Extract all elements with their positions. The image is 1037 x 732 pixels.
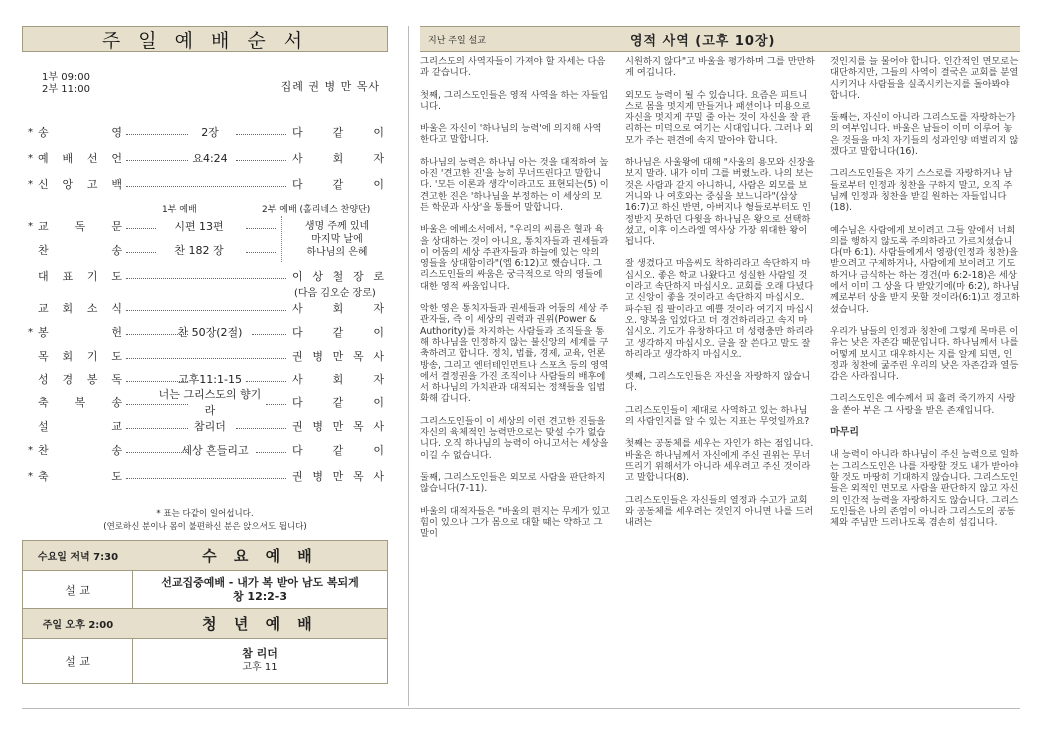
order-leader: 사 회 자	[292, 373, 384, 386]
sermon-paragraph: 시원하지 않다"고 바울을 평가하며 그를 만만하게 여깁니다.	[625, 56, 815, 79]
sermon-paragraph: 그리스도인은 예수께서 피 흘려 죽기까지 사랑을 쏟아 부은 그 사랑을 받은 존재입니다.	[830, 393, 1016, 416]
sermon-paragraph: 외모도 능력이 될 수 있습니다. 요즘은 피트니스로 몸을 멋지게 만들거나 패션이나 미용으로 자신을 멋지게 꾸밀 줄 아는 것이 자신을 잘 관리하는 미덕으로 여기는 시대입니다. 그러나 외모가 주는 편견에 속지 말아야 합니다.	[625, 89, 814, 146]
sermon-paragraph: 바울은 에베소서에서, "우리의 씨름은 혈과 육을 상대하는 것이 아니요, 통치자들과 권세들과 이 어둠의 세상 주관자들과 하늘에 있는 악의 영들을 상대함이라"(엡 6:12)고 했습니다. 그리스도인들의 싸움은 궁극적으로 악의 영들에 대한 영적 싸움입니다.	[420, 224, 609, 292]
order-label: 축 도	[38, 470, 122, 483]
part1-heading: 1부 예배	[162, 205, 197, 215]
wednesday-sermon-label: 설 교	[23, 571, 133, 608]
leader-dots	[246, 381, 286, 382]
sermon-paragraph: 하나님은 사울왕에 대해 "사울의 용모와 신장을 보지 말라. 내가 이미 그를 버렸노라. 나의 보는 것은 사람과 같지 아니하니, 사람은 외모를 보거니와 나 여호와는 중심을 보느니라"(삼상 16:7)고 하신 반면, 아버지나 형들로부터도 인정받지 못하던 다윗을 하나님은 왕으로 선택하셨고, 이후 이스라엘 역사상 가장 위대한 왕이 됩니다.	[625, 157, 815, 248]
youth-title: 청 년 예 배	[202, 615, 318, 633]
order-label: 교 독 문	[38, 220, 122, 233]
sermon-paragraph: 둘째, 그리스도인들은 외모로 사람을 판단하지 않습니다(7-11).	[420, 471, 606, 495]
sermon-paragraph: 우리가 남들의 인정과 칭찬에 그렇게 목마른 이유는 낮은 자존감 때문입니다. 하나님께서 나를 어떻게 보시고 대우하시는 지를 알게 되면, 인정과 칭찬에 굶주린 우리의 낮은 자존감과 열등감은 사라집니다.	[830, 325, 1019, 383]
order-item	[22, 346, 388, 366]
sermon-paragraph: 바울의 대적자들은 "바울의 편지는 무게가 있고 힘이 있으나 그가 몸으로 대할 때는 약하고 그 말이	[420, 505, 610, 540]
order-label: 신 앙 고 백	[38, 178, 122, 191]
sermon-paragraph: 그리스도인들은 자신들의 열정과 수고가 교회와 공동체를 세우려는 것인지 아니면 나를 드러내려는	[625, 494, 814, 529]
note-line: (연로하신 분이나 몸이 불편하신 분은 앉으셔도 됩니다)	[103, 522, 307, 532]
worship-title: 주 일 예 배 순 서	[22, 26, 388, 52]
sermon-paragraph: 둘째는, 자신이 아니라 그리스도를 자랑하는가의 여부입니다. 바울은 남들이 이미 이루어 놓은 것들을 마치 자기들의 성과인양 떠벌리지 않겠다고 말합니다(16).	[830, 112, 1019, 158]
leader-dots	[126, 358, 286, 359]
leader-dots	[126, 310, 286, 311]
order-detail: 찬 182 장	[174, 244, 224, 257]
wednesday-time: 수요일 저녁 7:30	[37, 552, 119, 563]
leader-dots	[126, 278, 286, 279]
sermon-column-3	[830, 56, 1020, 550]
order-label: 설 교	[38, 420, 122, 433]
sermon-header	[420, 26, 1020, 52]
sermon-paragraph: 그리스도인들은 자기 스스로를 자랑하거나 남들로부터 인정과 칭찬을 구하지 말고, 오직 주님께 인정과 칭찬을 받길 원하는 자들입니다(18).	[830, 168, 1013, 214]
column-divider	[408, 26, 409, 706]
youth-sermon-row	[23, 639, 387, 683]
leader-dots	[126, 160, 188, 161]
wednesday-header	[23, 541, 387, 571]
other-services	[22, 540, 388, 684]
order-label: 목 회 기 도	[38, 350, 122, 363]
youth-sermon-label: 설 교	[23, 639, 133, 683]
presider: 집례 권 병 만 목사	[280, 80, 380, 93]
anthem-list	[287, 220, 387, 259]
sermon-paragraph: 것인지를 늘 물어야 합니다. 인간적인 면모로는 대단하지만, 그들의 사역이 결국은 교회를 분열시키거나 사람들을 실족시키는지를 돌아봐야 합니다.	[830, 56, 1019, 101]
order-leader: 다 같 이	[292, 326, 384, 339]
wednesday-title: 수 요 예 배	[202, 547, 318, 565]
standing-mark: *	[28, 326, 33, 338]
sermon-paragraph: 하나님의 능력은 하나님 아는 것을 대적하여 높아진 '견고한 진'을 능히 무너뜨린다고 말합니다. '모든 이론과 생각'이라고도 표현되는(5) 이 견고한 진은 '하나님을 부정하는 이 세상의 모든 학문과 사상'을 통틀어 말합니다.	[420, 156, 609, 213]
sermon-columns	[420, 56, 1020, 550]
anthem-item: 생명 주께 있네	[304, 221, 370, 232]
leader-dots	[246, 252, 276, 253]
wednesday-sermon-title	[133, 576, 387, 604]
sermon-paragraph: 바울은 자신이 '하나님의 능력'에 의지해 사역한다고 말합니다.	[420, 123, 602, 146]
order-leader: 다 같 이	[292, 396, 384, 409]
order-label: 찬 송	[38, 444, 122, 457]
order-detail: 고후11:1-15	[178, 373, 242, 386]
order-item	[22, 148, 388, 168]
sermon-paragraph: 첫째는 공동체를 세우는 자인가 하는 점입니다. 바울은 하나님께서 자신에게 주신 권위는 무너뜨리기 위해서가 아니라 세우려고 주신 것이라고 말합니다(8).	[625, 438, 814, 484]
sermon-paragraph: 그리스도의 사역자들이 가져야 할 자세는 다음과 같습니다.	[420, 56, 606, 79]
part2-heading: 2부 예배 (홀리네스 찬양단)	[262, 205, 371, 215]
leader-dots	[126, 228, 156, 229]
leader-dots	[126, 428, 188, 429]
order-label: 교 회 소 식	[38, 302, 122, 315]
order-label: 찬 송	[38, 244, 122, 257]
order-leader: 다 같 이	[292, 126, 384, 139]
split-divider	[281, 216, 282, 262]
order-item	[22, 466, 388, 486]
standing-mark: *	[28, 470, 33, 482]
order-label: 성 경 봉 독	[38, 373, 122, 386]
standing-mark: *	[28, 220, 33, 232]
standing-mark: *	[28, 178, 33, 190]
sermon-paragraph: 그리스도인들이 제대로 사역하고 있는 하나님의 사람인지를 알 수 있는 지표는 무엇일까요?	[625, 404, 810, 428]
sermon-paragraph: 첫째, 그리스도인들은 영적 사역을 하는 자들입니다.	[420, 89, 609, 112]
anthem-item: 하나님의 은혜	[306, 247, 368, 258]
order-detail: 세상 흔들리고	[181, 444, 249, 457]
order-detail: 찬 50장(2절)	[177, 326, 243, 339]
order-item	[22, 122, 388, 142]
leader-dots	[126, 186, 286, 187]
leader-dots	[256, 452, 286, 453]
youth-time: 주일 오후 2:00	[42, 620, 114, 631]
leader-dots	[252, 334, 286, 335]
order-leader: 다 같 이	[292, 178, 384, 191]
order-leader-next: (다음 김오순 장로)	[294, 288, 376, 299]
leader-dots	[236, 160, 286, 161]
order-leader: 다 같 이	[292, 444, 384, 457]
order-leader: 권 병 만 목 사	[292, 420, 384, 433]
sermon-subheading: 마무리	[830, 427, 859, 439]
service-time-2: 2부 11:00	[42, 84, 91, 95]
sermon-paragraph: 예수님은 사람에게 보이려고 그들 앞에서 너희 의를 행하지 않도록 주의하라고 가르치셨습니다(마 6:1). 사람들에게서 영광(인정과 칭찬)을 받으려고 구제하거나, 사람에게 보이려고 기도하거나 금식하는 하는 경건(마 6:2-18)은 세상에서 이미 그 상을 다 받았기에(마 6:2), 하나님께로부터 상을 받지 못할 것이라(6:1)고 경고하셨습니다.	[830, 224, 1020, 315]
leader-dots	[246, 228, 276, 229]
order-detail: 2장	[201, 126, 219, 139]
leader-dots	[126, 478, 286, 479]
sermon-tag: 지난 주일 설교	[428, 35, 486, 46]
wednesday-sermon-row	[23, 571, 387, 609]
youth-sermon-title	[133, 647, 387, 675]
sermon-paragraph: 그리스도인들이 이 세상의 이런 견고한 진들을 자신의 육체적인 능력만으로는 맞설 수가 없습니다. 오직 하나님의 능력이 아니고서는 세상을 이길 수 없습니다.	[420, 415, 609, 461]
order-leader: 사 회 자	[292, 152, 384, 165]
leader-dots	[236, 134, 286, 135]
order-item	[22, 416, 388, 436]
standing-mark: *	[28, 444, 33, 456]
order-detail: 너는 그리스도의 향기라	[158, 388, 262, 417]
youth-sermon-text: 참 리더	[242, 647, 278, 660]
sermon-paragraph: 내 능력이 아니라 하나님이 주신 능력으로 일하는 그리스도인은 나를 자랑할 것도 내가 받아야 할 것도 마땅히 기대하지 않습니다. 그리스도인들은 외적인 면모로 사람을 판단하지 않고 자신의 인간적 능력을 자랑하지도 않습니다. 그리스도인들은 나의 존엄이 아니라 그리스도의 공동체와 주님만 드러나도록 겸손히 섬깁니다.	[830, 449, 1019, 529]
wednesday-sermon-ref: 창 12:2-3	[232, 589, 288, 603]
sermon-paragraph: 악한 영은 통치자들과 권세들과 어둠의 세상 주관자들, 즉 이 세상의 권력과 권위(Power & Authority)를 차지하는 사람들과 조직들을 통해 하나님을 인정하지 않는 불신앙의 세계를 구축하려고 합니다. 정치, 법률, 경제, 교육, 언론방송, 그리고 엔터테인먼트나 스포츠 등의 영역에서 결정권을 가진 조직이나 사람들의 배후에서 하나님의 가치관과 대적되는 정책들을 입법화해 갑니다.	[420, 303, 609, 405]
youth-sermon-ref: 고후 11	[242, 662, 278, 673]
leader-dots	[236, 428, 286, 429]
order-label: 축 복 송	[38, 396, 122, 409]
standing-note	[22, 508, 388, 534]
order-label: 봉 헌	[38, 326, 122, 339]
order-label: 예 배 선 언	[38, 152, 122, 165]
sermon-paragraph: 잘 생겼다고 마음씨도 착하리라고 속단하지 마십시오. 좋은 학교 나왔다고 성실한 사람일 것이라고 속단하지 마십시오. 교회를 오래 다녔다고 신앙이 좋을 것이라고 속단하지 마십시오. 파수된 집 팔이라고 예쁠 것이라 여기지 마십시오. 양복을 입었다고 더 경건하리라고 속지 마십시오. 기도가 유창하다고 더 성령충만 하리라고 생각하지 마십시오. 글을 잘 쓴다고 말도 잘 하리라고 생각하지 마십시오.	[625, 258, 814, 360]
note-line: * 표는 다같이 일어섭니다.	[156, 509, 254, 519]
order-item	[22, 322, 388, 342]
service-times	[42, 72, 90, 96]
order-label: 송 영	[38, 126, 122, 139]
order-leader: 사 회 자	[292, 302, 384, 315]
standing-mark: *	[28, 126, 33, 138]
bottom-rule	[22, 708, 1020, 709]
order-item	[22, 388, 388, 417]
leader-dots	[126, 134, 188, 135]
order-of-worship-panel	[22, 26, 388, 706]
sermon-column-1	[420, 56, 610, 550]
service-time-1: 1부 09:00	[42, 72, 91, 83]
order-item	[22, 440, 388, 460]
leader-dots	[266, 404, 286, 405]
sermon-title: 영적 사역 (고후 10장)	[630, 33, 776, 49]
anthem-item: 마지막 날에	[311, 234, 363, 245]
order-item	[22, 174, 388, 194]
leader-dots	[126, 252, 156, 253]
order-leader: 이 상 철 장 로	[292, 270, 384, 283]
sermon-column-2	[625, 56, 815, 550]
order-detail: 시편 13편	[174, 220, 224, 233]
order-detail: 요4:24	[192, 152, 228, 165]
order-detail: 참리더	[194, 420, 226, 433]
standing-mark: *	[28, 152, 33, 164]
order-leader: 권 병 만 목 사	[292, 470, 384, 483]
sermon-paragraph: 셋째, 그리스도인들은 자신을 자랑하지 않습니다.	[625, 371, 811, 394]
order-label: 대 표 기 도	[38, 270, 122, 283]
order-item	[22, 266, 388, 299]
order-item	[22, 298, 388, 318]
order-leader: 권 병 만 목 사	[292, 350, 384, 363]
youth-header	[23, 609, 387, 639]
sermon-panel	[420, 26, 1020, 706]
wednesday-sermon-text: 선교집중예배 - 내가 복 받아 남도 복되게	[161, 575, 359, 589]
